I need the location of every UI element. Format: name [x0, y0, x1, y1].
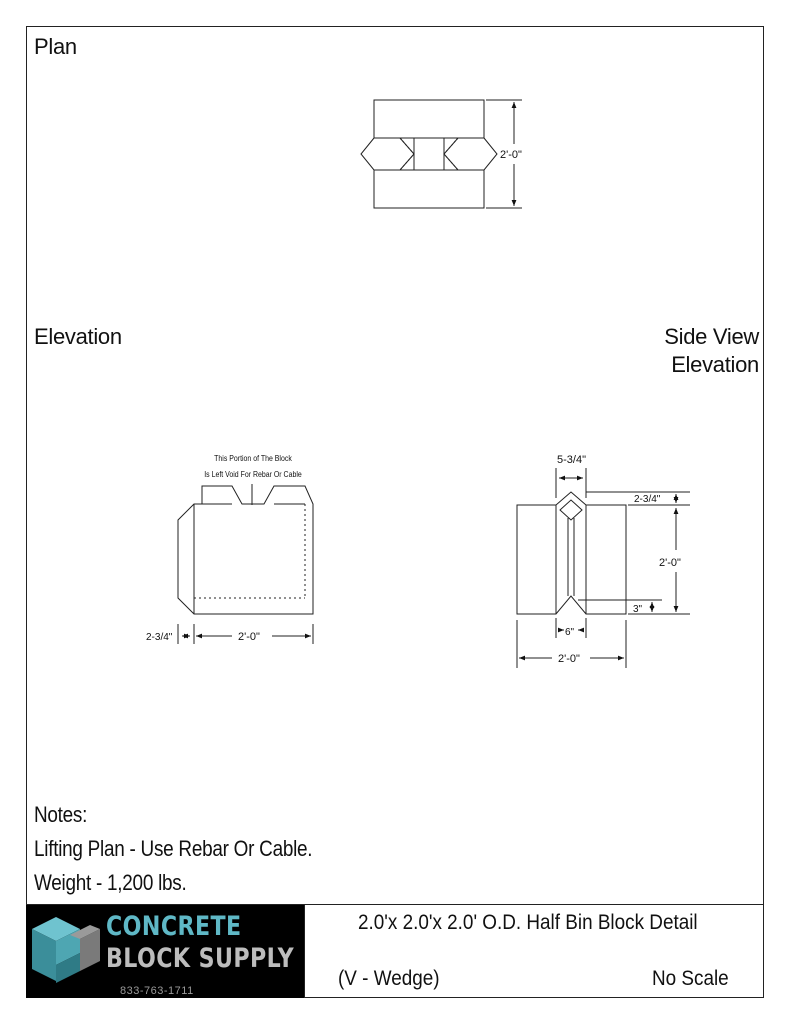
notes-heading: Notes: — [34, 802, 88, 827]
side-view-top-wedge — [560, 500, 582, 520]
notes-line1: Lifting Plan - Use Rebar Or Cable. — [34, 836, 313, 861]
void-note-line2: Is Left Void For Rebar Or Cable — [204, 469, 302, 480]
plan-view — [361, 100, 522, 208]
elevation-offset-dim: 2-3/4" — [146, 632, 173, 643]
plan-height-dim: 2'-0" — [500, 149, 522, 161]
drawing-scale: No Scale — [652, 967, 729, 990]
plan-bottom-slab — [374, 170, 484, 208]
side-height-dim: 2'-0" — [659, 557, 681, 569]
title-block-divider — [304, 905, 305, 998]
side-top-groove-dim: 5-3/4" — [557, 454, 586, 466]
company-phone: 833-763-1711 — [120, 985, 194, 997]
company-logo — [26, 905, 304, 998]
drawing-title: 2.0'x 2.0'x 2.0' O.D. Half Bin Block Detail — [358, 911, 698, 934]
plan-label: Plan — [34, 34, 77, 59]
notes-block — [34, 798, 312, 900]
elevation-view — [178, 484, 313, 644]
concrete-block-icon — [26, 909, 106, 989]
company-name-line1: CONCRETE — [106, 911, 242, 942]
elevation-outline — [178, 486, 313, 614]
elevation-width-dim: 2'-0" — [238, 631, 260, 643]
drawing-subtitle: (V - Wedge) — [338, 967, 440, 990]
side-view-label-line1: Side View — [664, 324, 759, 349]
side-bottom-groove-dim: 6" — [565, 627, 575, 638]
plan-top-slab — [374, 100, 484, 138]
plan-right-wedge — [444, 138, 497, 170]
side-view-label-line2: Elevation — [671, 352, 759, 377]
company-name-line2: BLOCK SUPPLY — [106, 943, 295, 974]
void-note-line1: This Portion of The Block — [214, 453, 292, 464]
side-view-outline — [517, 492, 626, 614]
plan-left-wedge — [361, 138, 414, 170]
notes-line2: Weight - 1,200 lbs. — [34, 870, 187, 895]
side-width-dim: 2'-0" — [558, 653, 580, 665]
side-right-bottom-dim: 3" — [633, 604, 643, 615]
elevation-label: Elevation — [34, 324, 122, 349]
side-right-top-dim: 2-3/4" — [634, 494, 661, 505]
